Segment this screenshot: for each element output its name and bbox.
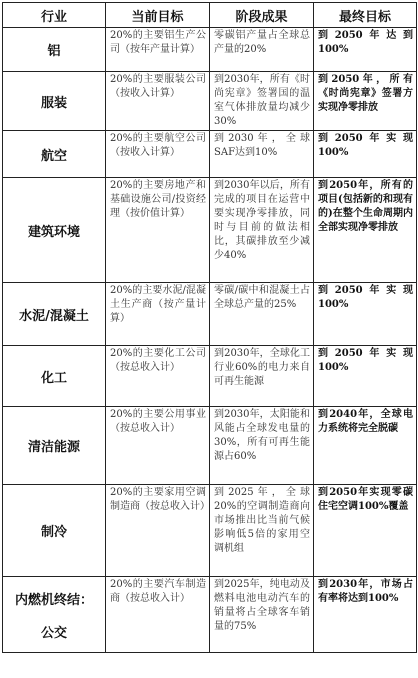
header-stage-result: 阶段成果: [210, 3, 314, 28]
final-target-cell: 到2050年实现100%: [314, 346, 417, 407]
current-target-cell: 20%的主要服装公司（按收入计算）: [106, 72, 210, 131]
final-target-cell: 到2050年实现100%: [314, 131, 417, 178]
industry-cell: 建筑环境: [3, 178, 106, 283]
stage-result-cell: 到2030年，全球化工行业60%的电力来自可再生能源: [210, 346, 314, 407]
stage-result-cell: 到2025年，全球20%的空调制造商向市场推出比当前气候影响低5倍的家用空调机组: [210, 485, 314, 577]
final-target-cell: 到2040年，全球电力系统将完全脱碳: [314, 407, 417, 485]
final-target-cell: 到2050年，所有的项目(包括新的和现有的)在整个生命周期内全部实现净零排放: [314, 178, 417, 283]
table-row: [3, 72, 417, 131]
current-target-cell: 20%的主要房地产和基础设施公司/投资经理（按价值计算）: [106, 178, 210, 283]
stage-result-cell: 到2030年，太阳能和风能占全球发电量的30%，所有可再生能源占60%: [210, 407, 314, 485]
industry-label: 内燃机终结：: [14, 592, 93, 608]
current-target-cell: 20%的主要航空公司（按收入计算）: [106, 131, 210, 178]
current-target-cell: 20%的主要家用空调制造商（按总收入计）: [106, 485, 210, 577]
industry-cell: 化工: [3, 346, 106, 407]
final-target-cell: 到2030年，市场占有率将达到100%: [314, 577, 417, 653]
targets-table: [2, 2, 417, 653]
stage-result-cell: 到2030年，全球SAF达到10%: [210, 131, 314, 178]
current-target-cell: 20%的主要铝生产公司（按年产量计算）: [106, 28, 210, 72]
table-row: [3, 283, 417, 346]
table-row: [3, 577, 417, 653]
industry-cell: 清洁能源: [3, 407, 106, 485]
final-target-cell: 到2050年达到100%: [314, 28, 417, 72]
current-target-cell: 20%的主要水泥/混凝土生产商（按产量计算）: [106, 283, 210, 346]
final-target-cell: 到2050年，所有《时尚宪章》签署方实现净零排放: [314, 72, 417, 131]
stage-result-cell: 到2025年，纯电动及燃料电池电动汽车的销量将占全球客车销量的75%: [210, 577, 314, 653]
final-target-cell: 到2050年实现零碳住宅空调100%覆盖: [314, 485, 417, 577]
industry-cell: 航空: [3, 131, 106, 178]
current-target-cell: 20%的主要汽车制造商（按总收入计）: [106, 577, 210, 653]
current-target-cell: 20%的主要化工公司（按总收入计）: [106, 346, 210, 407]
stage-result-cell: 到2030年以后，所有完成的项目在运营中要实现净零排放，同时与目前的做法相比，其碳排放至少减少40%: [210, 178, 314, 283]
industry-cell: [3, 577, 106, 653]
industry-cell: 铝: [3, 28, 106, 72]
table-row: [3, 407, 417, 485]
stage-result-cell: 到2030年，所有《时尚宪章》签署国的温室气体排放量均减少30%: [210, 72, 314, 131]
table-row: [3, 28, 417, 72]
table-header-row: [3, 3, 417, 28]
header-industry: 行业: [3, 3, 106, 28]
table-row: [3, 178, 417, 283]
header-current-target: 当前目标: [106, 3, 210, 28]
stage-result-cell: 零碳铝产量占全球总产量的20%: [210, 28, 314, 72]
industry-cell: 服装: [3, 72, 106, 131]
stage-result-cell: 零碳/碳中和混凝土占全球总产量的25%: [210, 283, 314, 346]
header-final-target: 最终目标: [314, 3, 417, 28]
final-target-cell: 到2050年实现100%: [314, 283, 417, 346]
industry-cell: 水泥/混凝土: [3, 283, 106, 346]
table-row: [3, 131, 417, 178]
industry-label-line2: 公交: [40, 625, 67, 641]
table-row: [3, 485, 417, 577]
industry-cell: 制冷: [3, 485, 106, 577]
table-row: [3, 346, 417, 407]
current-target-cell: 20%的主要公用事业（按总收入计）: [106, 407, 210, 485]
